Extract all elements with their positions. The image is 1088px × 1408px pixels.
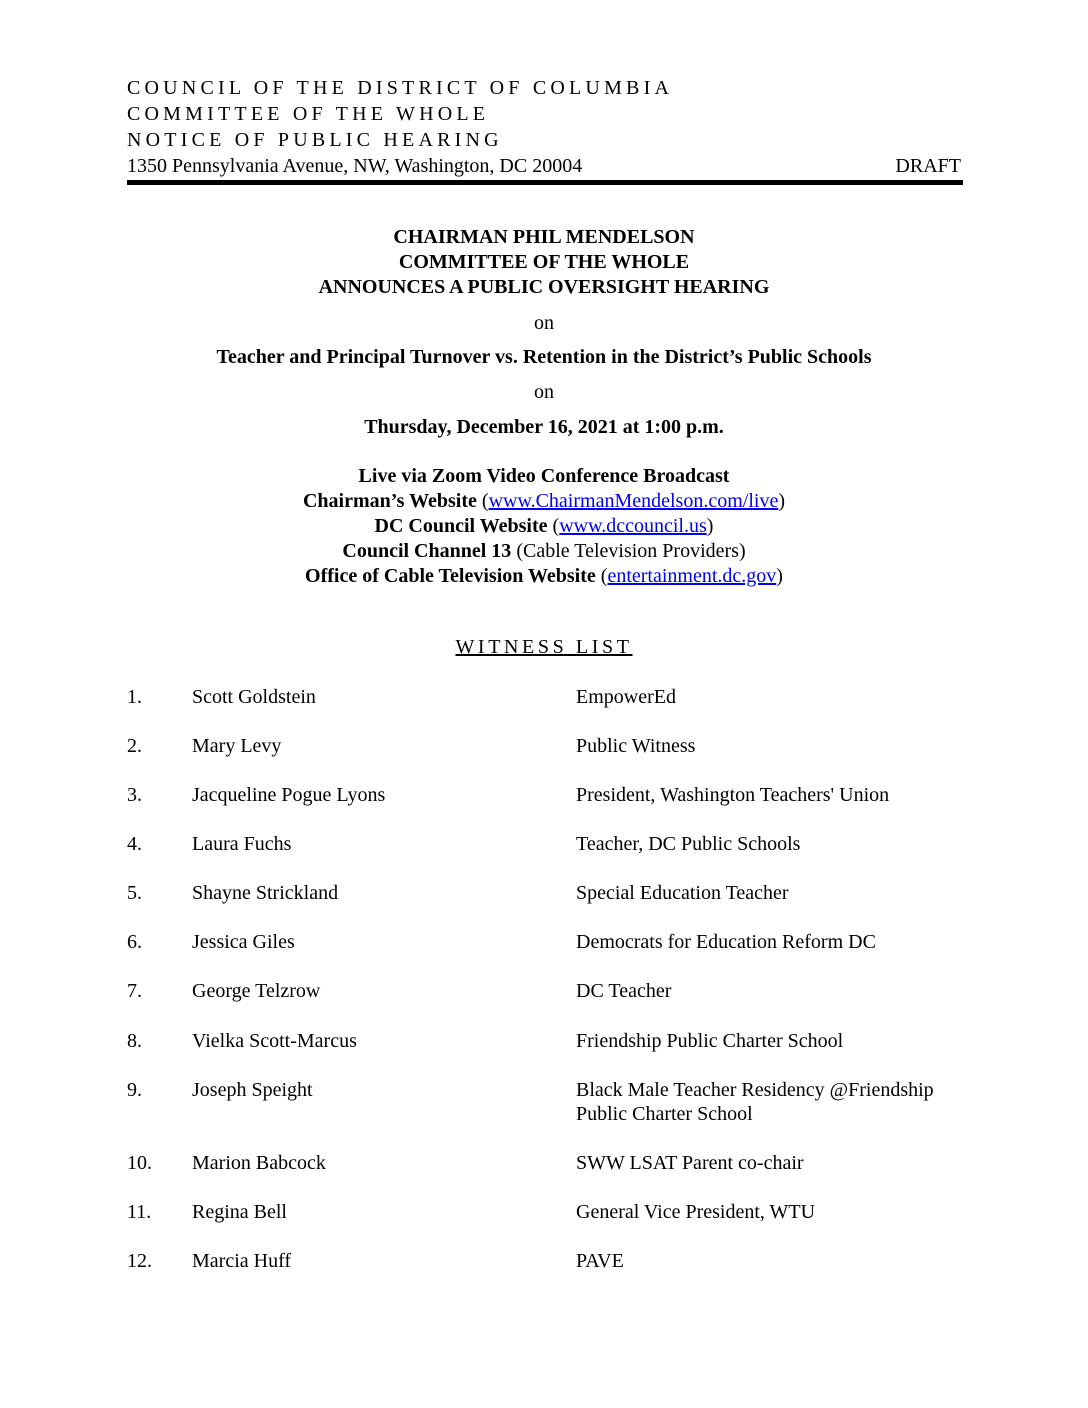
- witness-name: Mary Levy: [192, 735, 282, 757]
- council-website-link[interactable]: www.dccouncil.us: [559, 515, 707, 537]
- witness-name: George Telzrow: [192, 980, 321, 1002]
- on-text-2: on: [534, 381, 554, 403]
- octv-website-line: Office of Cable Television Website (entertainment.dc.gov): [305, 565, 783, 587]
- witness-name: Scott Goldstein: [192, 686, 316, 708]
- chairman-name: CHAIRMAN PHIL MENDELSON: [393, 226, 695, 248]
- witness-number: 12.: [127, 1250, 152, 1272]
- witness-name: Joseph Speight: [192, 1079, 313, 1101]
- witness-number: 6.: [127, 931, 142, 953]
- witness-name: Shayne Strickland: [192, 882, 339, 904]
- witness-organization: Black Male Teacher Residency @Friendship: [576, 1079, 934, 1101]
- witness-organization: SWW LSAT Parent co-chair: [576, 1152, 804, 1174]
- witness-number: 11.: [127, 1201, 152, 1223]
- witness-number: 2.: [127, 735, 142, 757]
- committee-line: COMMITTEE OF THE WHOLE: [398, 251, 690, 273]
- header-divider: [127, 180, 963, 185]
- header-address-row: [127, 154, 961, 178]
- witness-number: 3.: [127, 784, 142, 806]
- witness-organization: Friendship Public Charter School: [576, 1030, 844, 1052]
- header-committee-name: COMMITTEE OF THE WHOLE: [127, 103, 490, 125]
- octv-website-link[interactable]: entertainment.dc.gov: [607, 565, 777, 587]
- witness-name: Marcia Huff: [192, 1250, 292, 1272]
- announcement-line: ANNOUNCES A PUBLIC OVERSIGHT HEARING: [318, 276, 770, 298]
- header-council-name: COUNCIL OF THE DISTRICT OF COLUMBIA: [127, 77, 674, 99]
- witness-name: Jacqueline Pogue Lyons: [192, 784, 386, 806]
- witness-organization: Public Witness: [576, 735, 696, 757]
- witness-organization: General Vice President, WTU: [576, 1201, 816, 1223]
- witness-list-heading: WITNESS LIST: [455, 636, 633, 658]
- witness-organization: Special Education Teacher: [576, 882, 789, 904]
- council-channel-label: Council Channel 13: [342, 540, 512, 562]
- witness-organization: PAVE: [576, 1250, 624, 1272]
- live-broadcast-line: Live via Zoom Video Conference Broadcast: [358, 465, 730, 487]
- hearing-datetime: Thursday, December 16, 2021 at 1:00 p.m.: [364, 416, 724, 438]
- hearing-topic: Teacher and Principal Turnover vs. Retention in the District’s Public Schools: [216, 346, 872, 368]
- witness-organization: President, Washington Teachers' Union: [576, 784, 890, 806]
- header-notice-title: NOTICE OF PUBLIC HEARING: [127, 129, 503, 151]
- witness-name: Marion Babcock: [192, 1152, 326, 1174]
- header-address: 1350 Pennsylvania Avenue, NW, Washington, DC 20004: [127, 155, 583, 177]
- council-channel-line: [0, 539, 1088, 563]
- witness-name: Regina Bell: [192, 1201, 287, 1223]
- witness-number: 9.: [127, 1079, 142, 1101]
- witness-number: 10.: [127, 1152, 152, 1174]
- on-text: on: [534, 312, 554, 334]
- witness-number: 8.: [127, 1030, 142, 1052]
- chairman-website-label: Chairman’s Website: [302, 490, 477, 512]
- witness-number: 4.: [127, 833, 142, 855]
- witness-name: Laura Fuchs: [192, 833, 292, 855]
- council-website-line: DC Council Website (www.dccouncil.us): [374, 515, 714, 537]
- witness-number: 5.: [127, 882, 142, 904]
- witness-organization: EmpowerEd: [576, 686, 676, 708]
- draft-label: DRAFT: [895, 155, 961, 177]
- witness-number: 7.: [127, 980, 142, 1002]
- witness-number: 1.: [127, 686, 142, 708]
- witness-organization-line2: Public Charter School: [576, 1103, 753, 1125]
- council-channel-note: (Cable Television Providers): [516, 540, 746, 562]
- chairman-website-line: Chairman’s Website (www.ChairmanMendelson.com/live): [302, 490, 785, 512]
- chairman-website-link[interactable]: www.ChairmanMendelson.com/live: [488, 490, 779, 512]
- witness-organization: DC Teacher: [576, 980, 672, 1002]
- witness-name: Jessica Giles: [192, 931, 295, 953]
- witness-organization: Democrats for Education Reform DC: [576, 931, 876, 953]
- witness-name: Vielka Scott-Marcus: [192, 1030, 357, 1052]
- octv-website-label: Office of Cable Television Website: [305, 565, 596, 587]
- council-website-label: DC Council Website: [374, 515, 548, 537]
- witness-organization: Teacher, DC Public Schools: [576, 833, 801, 855]
